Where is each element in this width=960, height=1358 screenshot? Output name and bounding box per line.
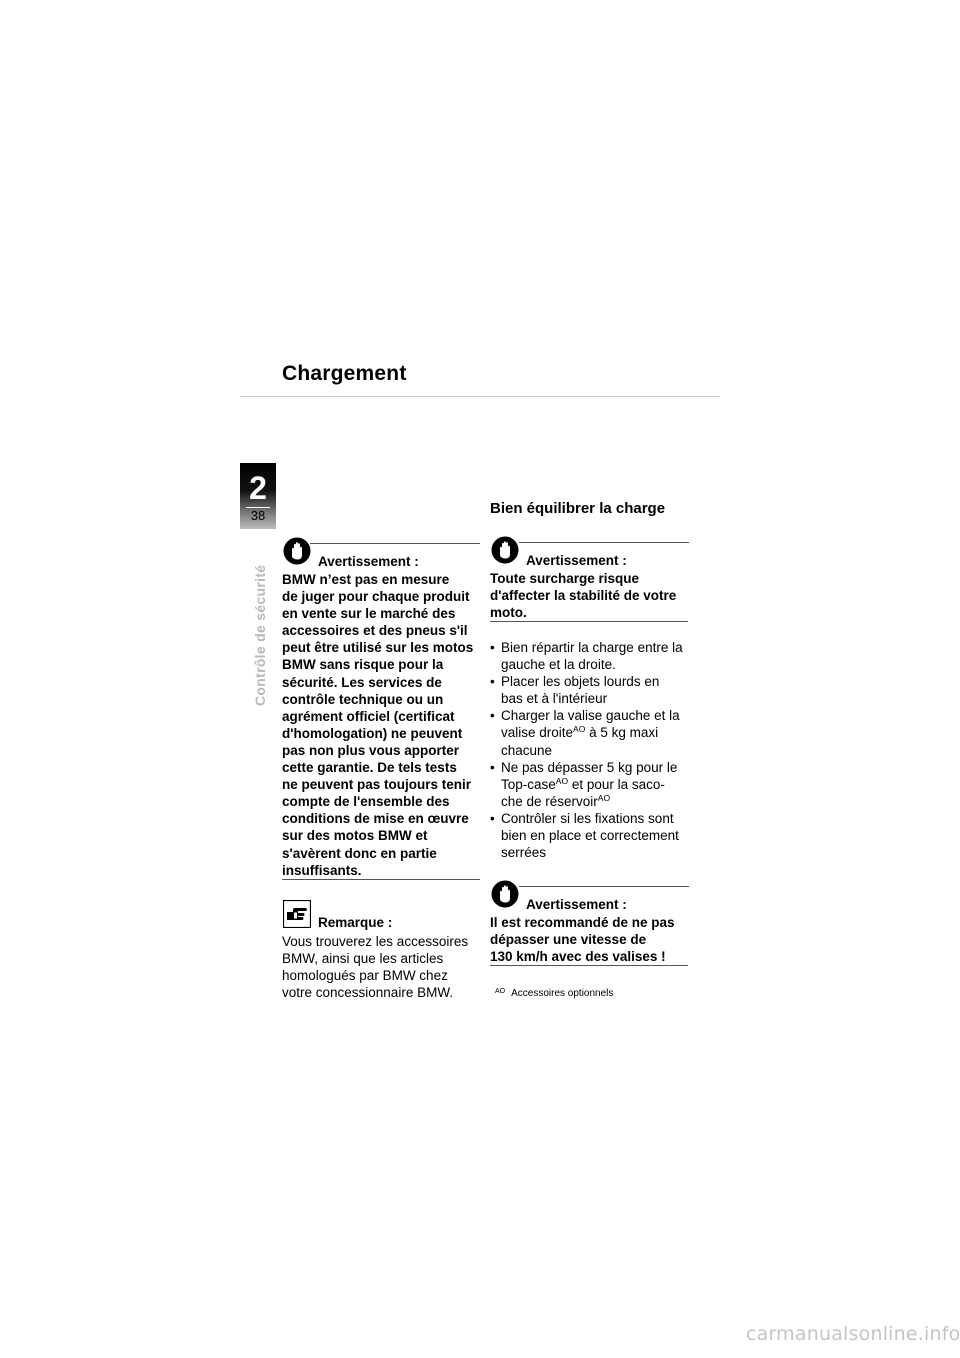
list-item: • Ne pas dépasser 5 kg pour le Top-case$^{AO}$ et pour la saco- che de réservoir$^{AO}$ [490,759,678,809]
footnote [495,988,613,999]
pointing-hand-note-icon [283,900,311,928]
chapter-number: 2 [249,470,267,506]
title-divider [240,396,720,397]
warning-top-rule [519,886,689,887]
list-item: • Charger la valise gauche et la valise droite$^{AO}$ à 5 kg maxi chacune [490,708,680,758]
page-title: Chargement [282,362,407,385]
note-text: Vous trouverez les accessoires BMW, ainsi que les articles homologués par BMW chez votre concessionnaire BMW. [282,934,469,1001]
list-item: • Bien répartir la charge entre la gauche et la droite. [490,640,683,673]
warning-top-rule [310,543,480,544]
warning-title: Avertissement : [318,554,419,569]
watermark: carmanualsonline.info [746,1323,960,1345]
hand-stop-icon [491,536,519,564]
loading-instructions-list [490,639,695,861]
warning-bottom-rule [282,879,480,880]
chapter-tab [240,463,276,529]
page-number: 38 [250,508,266,523]
warning-text: Toute surcharge risque d'affecter la stabilité de votre moto. [490,571,677,621]
warning-text: BMW n’est pas en mesure de juger pour chaque produit en vente sur le marché des accessoires et des pneus s'il peut être utilisé sur les motos BMW sans risque pour la sécurité. Les services de contrôle technique ou un agrément officiel (certificat d'homologation) ne peuvent pas non plus vous apporter cette garantie. De tels tests ne peuvent pas toujours tenir compte de l'ensemble des conditions de mise en œuvre sur des motos BMW et s'avèrent donc en partie insuffisants. [282,572,474,878]
warning-top-rule [519,542,689,543]
hand-stop-icon [283,537,311,565]
warning-title: Avertissement : [526,553,627,568]
chapter-side-label: Contrôle de sécurité [252,564,268,706]
hand-stop-icon [491,880,519,908]
section-heading: Bien équilibrer la charge [490,500,666,517]
note-title: Remarque : [318,915,393,930]
footnote-mark: AO [495,988,506,995]
warning-title: Avertissement : [526,897,627,912]
warning-bottom-rule [490,965,688,966]
list-item: • Placer les objets lourds en bas et à l'intérieur [490,674,660,707]
warning-bottom-rule [490,621,688,622]
footnote-text: Accessoires optionnels [511,988,614,999]
warning-text: Il est recommandé de ne pas dépasser une vitesse de 130 km/h avec des valises ! [490,915,675,965]
list-item: • Contrôler si les fixations sont bien en place et correctement serrées [490,810,679,861]
